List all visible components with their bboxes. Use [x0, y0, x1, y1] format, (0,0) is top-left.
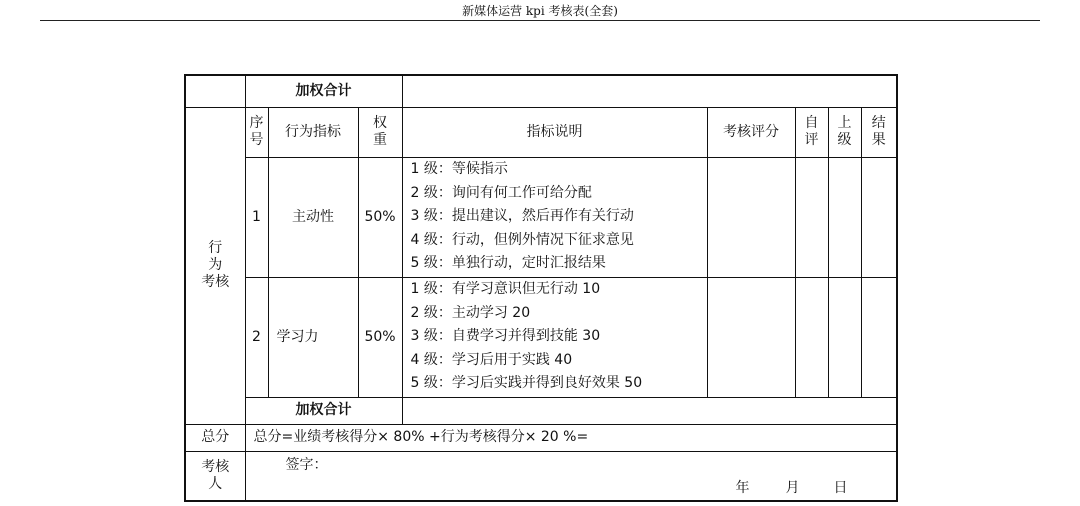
row-weight: 50%: [358, 277, 402, 397]
bottom-weighted-total-row: [185, 397, 897, 424]
superior-cell: [828, 277, 861, 397]
date-month-label: 月: [785, 479, 800, 496]
level-line: 1 级：有学习意识但无行动 10: [410, 281, 601, 298]
superior-cell: [828, 157, 861, 277]
header-weight: 权 重: [358, 107, 402, 157]
header-superior: 上 级: [828, 107, 861, 157]
assessor-row: [185, 451, 897, 501]
level-line: 5 级：学习后实践并得到良好效果 50: [410, 375, 643, 392]
row-description: [402, 277, 707, 397]
column-header-row: [185, 107, 897, 157]
level-line: 2 级：主动学习 20: [410, 304, 531, 321]
total-score-label: 总分: [185, 424, 245, 451]
signature-label: 签字：: [285, 456, 328, 473]
total-score-formula: 总分=业绩考核得分× 80% +行为考核得分× 20 %=: [245, 424, 897, 451]
row-description: [402, 157, 707, 277]
top-weighted-total-label: 加权合计: [245, 75, 402, 107]
row-indicator: 主动性: [268, 157, 358, 277]
score-cell: [707, 157, 795, 277]
assessor-label: 考核 人: [185, 451, 245, 501]
result-cell: [861, 157, 897, 277]
kpi-table: [184, 74, 898, 502]
table-row: [185, 277, 897, 397]
top-weighted-total-value: [402, 75, 897, 107]
signature-cell: [245, 451, 897, 501]
behavior-assessment-label: 行 为 考核: [185, 107, 245, 424]
row-weight: 50%: [358, 157, 402, 277]
self-eval-cell: [795, 157, 828, 277]
header-divider: [40, 20, 1040, 21]
level-line: 3 级：自费学习并得到技能 30: [410, 328, 601, 345]
level-line: 2 级：询问有何工作可给分配: [410, 184, 592, 201]
total-score-row: [185, 424, 897, 451]
bottom-weighted-total-value: [402, 397, 897, 424]
row-seq: 2: [245, 277, 268, 397]
header-score: 考核评分: [707, 107, 795, 157]
level-line: 1 级：等候指示: [410, 161, 508, 178]
date-year-label: 年: [735, 479, 750, 496]
empty-cell: [185, 75, 245, 107]
page-header-title: 新媒体运营 kpi 考核表(全套): [462, 4, 618, 18]
header-result: 结 果: [861, 107, 897, 157]
header-self-eval: 自 评: [795, 107, 828, 157]
date-day-label: 日: [833, 479, 848, 496]
result-cell: [861, 277, 897, 397]
row-seq: 1: [245, 157, 268, 277]
self-eval-cell: [795, 277, 828, 397]
bottom-weighted-total-label: 加权合计: [245, 397, 402, 424]
level-line: 4 级：行动，但例外情况下征求意见: [410, 231, 634, 248]
header-description: 指标说明: [402, 107, 707, 157]
header-indicator: 行为指标: [268, 107, 358, 157]
level-line: 4 级：学习后用于实践 40: [410, 351, 573, 368]
row-indicator: 学习力: [268, 277, 358, 397]
level-line: 5 级：单独行动，定时汇报结果: [410, 255, 606, 272]
table-row: [185, 157, 897, 277]
header-seq: 序 号: [245, 107, 268, 157]
score-cell: [707, 277, 795, 397]
level-line: 3 级：提出建议，然后再作有关行动: [410, 208, 634, 225]
top-weighted-total-row: [185, 75, 897, 107]
